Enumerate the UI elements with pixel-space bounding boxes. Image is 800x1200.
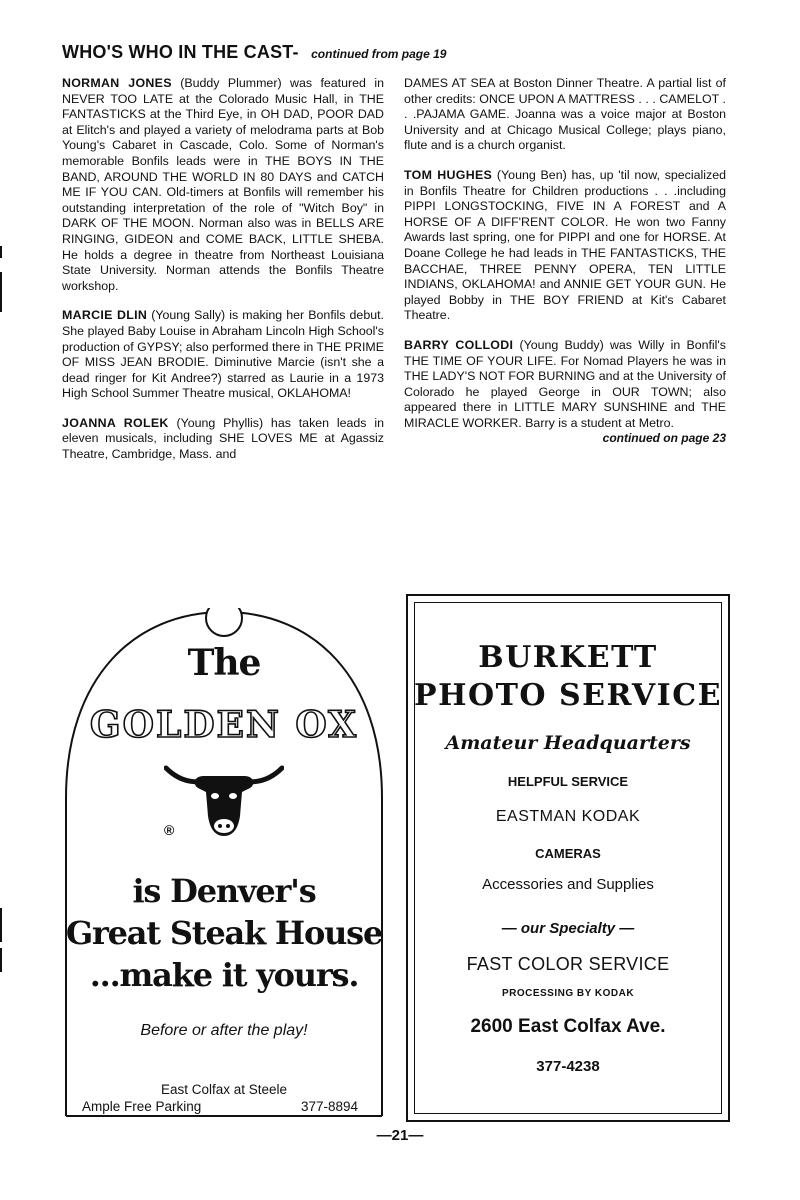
scan-edge-mark xyxy=(0,246,2,258)
bio-text: (Buddy Plummer) was featured in NEVER TOO LATE at the Colorado Music Hall, in THE FANTASTICKS at the Third Eye, in OH DAD, POOR DAD at Elitch's and played a variety of melodrama parts at Bob Young's Cabaret in Cascade, Colo. Some of Norman's memorable Bonfils leads were in THE BOYS IN THE BAND, AROUND THE WORLD IN 80 DAYS and CATCH ME IF YOU CAN. Old-timers at Bonfils will remember his outstanding interpretation of the role of "Witch Boy" in DARK OF THE MOON. Norman also was in BELLS ARE RINGING, GIDEON and COME BACK, LITTLE SHEBA. He holds a degree in theatre from Northeast Louisiana State University. Norman attends the Bonfils Theatre workshop. xyxy=(62,76,384,293)
bio-column-right xyxy=(404,76,726,447)
bio-paragraph xyxy=(62,308,384,402)
ad-bottom-line xyxy=(82,1099,358,1114)
cast-name: TOM HUGHES xyxy=(404,167,493,182)
bull-head-icon xyxy=(164,758,284,838)
ad-address: 2600 East Colfax Ave. xyxy=(470,1016,666,1037)
scan-edge-mark xyxy=(0,908,2,942)
cast-name: MARCIE DLIN xyxy=(62,308,148,323)
bio-paragraph xyxy=(62,76,384,294)
ad-phone: 377-8894 xyxy=(300,1099,358,1114)
bio-paragraph xyxy=(62,416,384,463)
page-number: —21— xyxy=(376,1127,424,1144)
continued-on-note: continued on page 23 xyxy=(602,431,726,446)
golden-ox-ad xyxy=(64,598,384,1118)
bio-text: DAMES AT SEA at Boston Dinner Theatre. A partial list of other credits: ONCE UPON A MATTRESS . . . CAMELOT . . .PAJAMA GAME. Joanna was a voice major at Boston University and at Chicago Musical College; plays piano, flute and is a church organist. xyxy=(404,76,726,153)
bio-text: (Young Phyllis) has taken leads in eleven musicals, including SHE LOVES ME at Agassiz Theatre, Cambridge, Mass. and xyxy=(62,415,384,462)
bio-paragraph xyxy=(404,338,726,432)
ad-parking: Ample Free Parking xyxy=(82,1099,202,1114)
bio-paragraph xyxy=(404,168,726,324)
scan-edge-mark xyxy=(0,272,2,312)
ad-helpful-service: HELPFUL SERVICE xyxy=(507,774,629,789)
ad-company-name-1: BURKETT xyxy=(478,640,658,675)
ad-processing: PROCESSING BY KODAK xyxy=(501,988,635,999)
cast-name: BARRY COLLODI xyxy=(404,337,514,352)
ad-cameras: CAMERAS xyxy=(535,846,601,861)
ad-phone: 377-4238 xyxy=(536,1058,600,1075)
section-header xyxy=(62,42,762,63)
bio-text: (Young Sally) is making her Bonfils debut. She played Baby Louise in Abraham Lincoln High School's production of GYPSY; also performed there in THE PRIME OF MISS JEAN BRODIE. Diminutive Marcie (isn't she a dead ringer for Kit Andree?) starred as Laurie in a 1973 High School Summer Theatre musical, OKLAHOMA! xyxy=(62,308,384,401)
continued-from-note: continued from page 19 xyxy=(311,47,447,61)
section-title: WHO'S WHO IN THE CAST- xyxy=(62,42,299,62)
bio-paragraph xyxy=(404,76,726,154)
cast-name: JOANNA ROLEK xyxy=(62,415,169,430)
cast-name: NORMAN JONES xyxy=(62,76,172,90)
ad-fast-color: FAST COLOR SERVICE xyxy=(466,954,670,974)
ad-address: East Colfax at Steele xyxy=(160,1082,288,1097)
ad-accessories: Accessories and Supplies xyxy=(482,876,654,893)
golden-ox-logo: GOLDEN OX xyxy=(89,704,359,746)
bio-column-left xyxy=(62,76,384,477)
registered-mark: ® xyxy=(164,822,175,838)
bio-text: (Young Ben) has, up 'til now, specialized in Bonfils Theatre for Children productions . . .including PIPPI LONGSTOCKING, FIVE IN A FOREST and A HORSE OF A DIFF'RENT COLOR. He won two Fanny Awards last spring, one for PIPPI and one for HORSE. At Doane College he had leads in THE FANTASTICKS, THE BACCHAE, THREE PENNY OPERA, TEN LITTLE INDIANS, OKLAHOMA! and ANNIE GET YOUR GUN. He played Bobby in THE BOY FRIEND at Kit's Cabaret Theatre. xyxy=(404,167,726,323)
scan-edge-mark xyxy=(0,948,2,972)
ad-amateur-hq: Amateur Headquarters xyxy=(445,732,691,754)
ad-before-play: Before or after the play! xyxy=(140,1022,308,1039)
ad-eastman-kodak: EASTMAN KODAK xyxy=(495,808,641,825)
bio-text: (Young Buddy) was Willy in Bonfil's THE TIME OF YOUR LIFE. For Nomad Players he was in THE LADY'S NOT FOR BURNING and at the University of Colorado he played George in OUR TOWN; also appeared there in LITTLE MARY SUNSHINE and THE MIRACLE WORKER. Barry is a student at Metro. xyxy=(404,337,726,430)
ad-specialty: — our Specialty — xyxy=(501,920,635,937)
ad-tagline: is Denver's Great Steak House ...make it yours. xyxy=(65,872,383,994)
ad-company-name-2: PHOTO SERVICE xyxy=(414,678,722,713)
burkett-photo-ad xyxy=(406,594,730,1122)
ad-the-word: The xyxy=(187,642,261,684)
